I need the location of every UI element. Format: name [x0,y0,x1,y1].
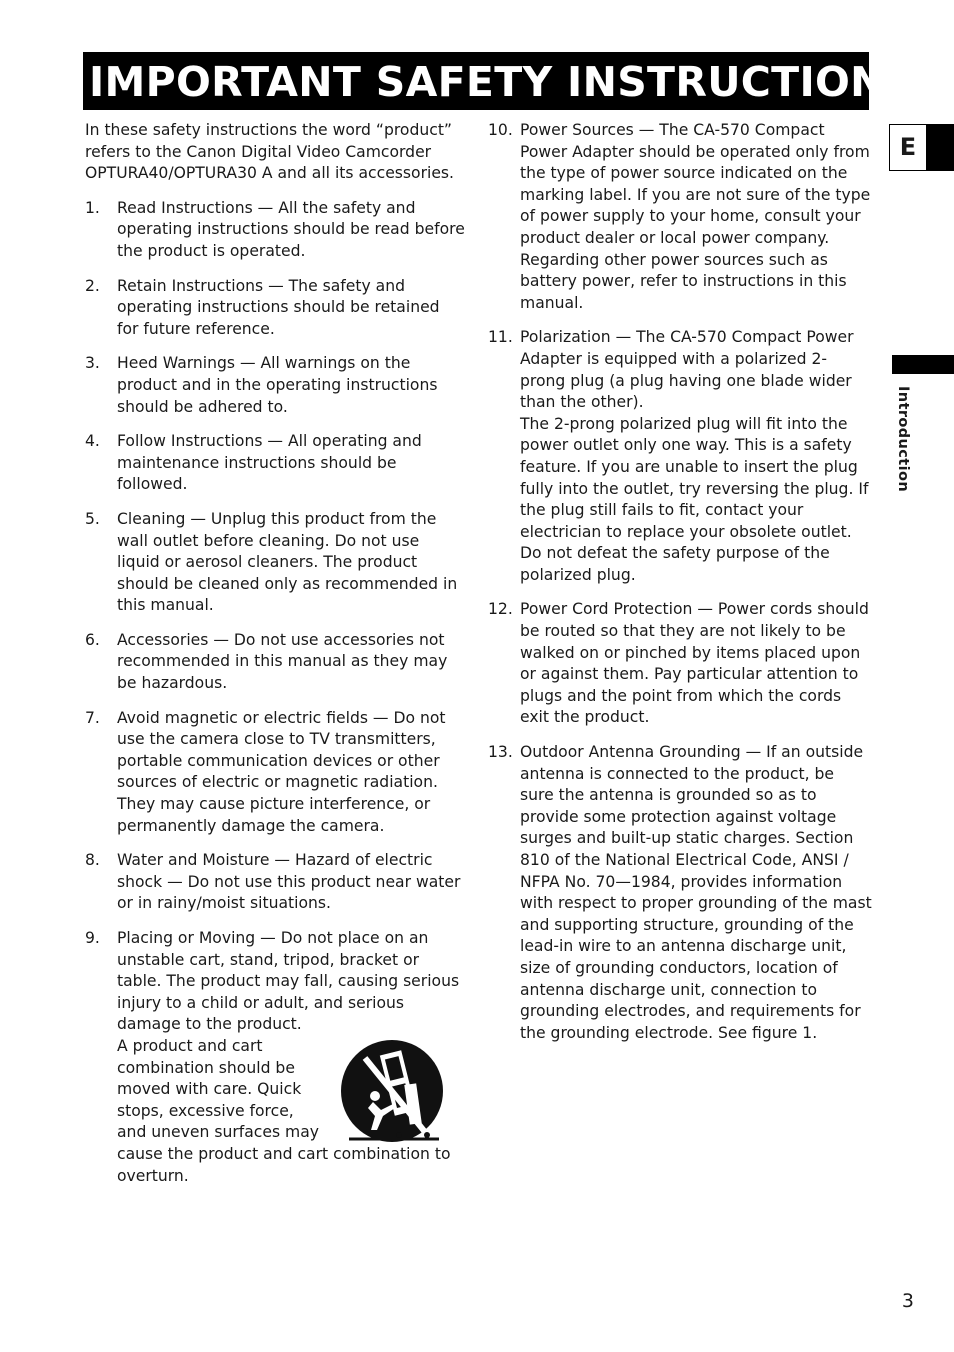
item-number: 4. [85,432,100,451]
page-number: 3 [901,1290,914,1312]
item-number: 11. [488,328,513,347]
list-item [488,599,872,729]
item-text: Accessories — Do not use accessories not recommended in this manual as they may be hazardous. [117,630,448,693]
item-number: 10. [488,121,513,139]
item-number: 7. [85,708,100,727]
item-text: Read Instructions — All the safety and operating instructions should be read before the product is operated. [117,198,465,260]
list-item [85,198,465,263]
item-number: 3. [85,354,100,373]
list-item [488,120,872,314]
cart-warning-block [117,1036,465,1144]
item-text: Placing or Moving — Do not place on an unstable cart, stand, tripod, bracket or table. The product may fall, causing serious injury to a child or adult, and serious damage to the product. [117,929,460,1034]
item-text: Polarization — The CA-570 Compact Power Adapter is equipped with a polarized 2-prong plug (a plug having one blade wider than the other). [520,328,854,412]
section-marker-bar [892,355,954,374]
item-text: Power Sources — The CA-570 Compact Power Adapter should be operated only from the type of power source indicated on the marking label. If you are not sure of the type of power supply to your home, consult your product dealer or local power company. Regarding other power sources such as battery power, refer to instructions in this manual. [520,121,871,312]
list-item [488,327,872,586]
list-item [85,353,465,418]
cart-warning-tail: cause the product and cart combination to overturn. [117,1144,451,1185]
item-text: Follow Instructions — All operating and maintenance instructions should be followed. [117,432,422,494]
language-tab: E [889,124,927,171]
item-number: 8. [85,851,100,870]
item-text: Heed Warnings — All warnings on the product and in the operating instructions should be adhered to. [117,354,438,416]
list-item [85,850,465,915]
item-text: Avoid magnetic or electric fields — Do not use the camera close to TV transmitters, portable communication devices or other sources of electric or magnetic radiation. They may cause picture interference, or permanently damage the camera. [117,708,446,835]
item-text: Water and Moisture — Hazard of electric shock — Do not use this product near water or in rainy/moist situations. [117,851,461,913]
item-number: 5. [85,509,100,528]
list-item [85,276,465,341]
item-text: Power Cord Protection — Power cords should be routed so that they are not likely to be walked on or pinched by items placed upon or against them. Pay particular attention to plugs and the point from which the cords exit the product. [520,600,869,727]
item-number: 2. [85,276,100,295]
item-number: 9. [85,929,100,947]
item-number: 1. [85,198,100,217]
list-item [85,708,465,838]
cart-warning-text: A product and cart combination should be moved with care. Quick stops, excessive force, and uneven surfaces may [117,1036,320,1142]
intro-paragraph: In these safety instructions the word “product” refers to the Canon Digital Video Camcorder OPTURA40/OPTURA30 A and all its accessories. [85,121,454,183]
list-item [85,431,465,496]
section-label: Introduction [895,386,911,493]
page-title: IMPORTANT SAFETY INSTRUCTIONS [83,52,869,110]
list-item [85,630,465,695]
cart-tip-over-warning-icon [335,1038,449,1150]
item-continuation: The 2-prong polarized plug will fit into the power outlet only one way. This is a safety feature. If you are unable to insert the plug fully into the outlet, try reversing the plug. If the plug still fails to fit, contact your electrician to replace your obsolete outlet. Do not defeat the safety purpose of the polarized plug. [520,414,869,584]
list-item [488,742,872,1044]
item-number: 13. [488,743,513,762]
item-text: Outdoor Antenna Grounding — If an outside antenna is connected to the product, be sure the antenna is grounded so as to provide some protection against voltage surges and built-up static charges. Section 810 of the National Electrical Code, ANSI / NFPA No. 70—1984, provides information with respect to proper grounding of the mast and supporting structure, grounding of the lead-in wire to an antenna discharge unit, size of grounding conductors, location of antenna discharge unit, connection to grounding electrodes, and requirements for the grounding electrode. See figure 1. [520,743,872,1042]
left-column [85,120,465,1200]
list-item [85,509,465,617]
item-number: 6. [85,630,100,649]
item-text: Retain Instructions — The safety and operating instructions should be retained for future reference. [117,276,440,338]
item-number: 12. [488,600,513,619]
right-column [488,120,872,1057]
item-text: Cleaning — Unplug this product from the wall outlet before cleaning. Do not use liquid or aerosol cleaners. The product should be cleaned only as recommended in this manual. [117,509,458,615]
list-item-placing-moving [85,928,465,1187]
